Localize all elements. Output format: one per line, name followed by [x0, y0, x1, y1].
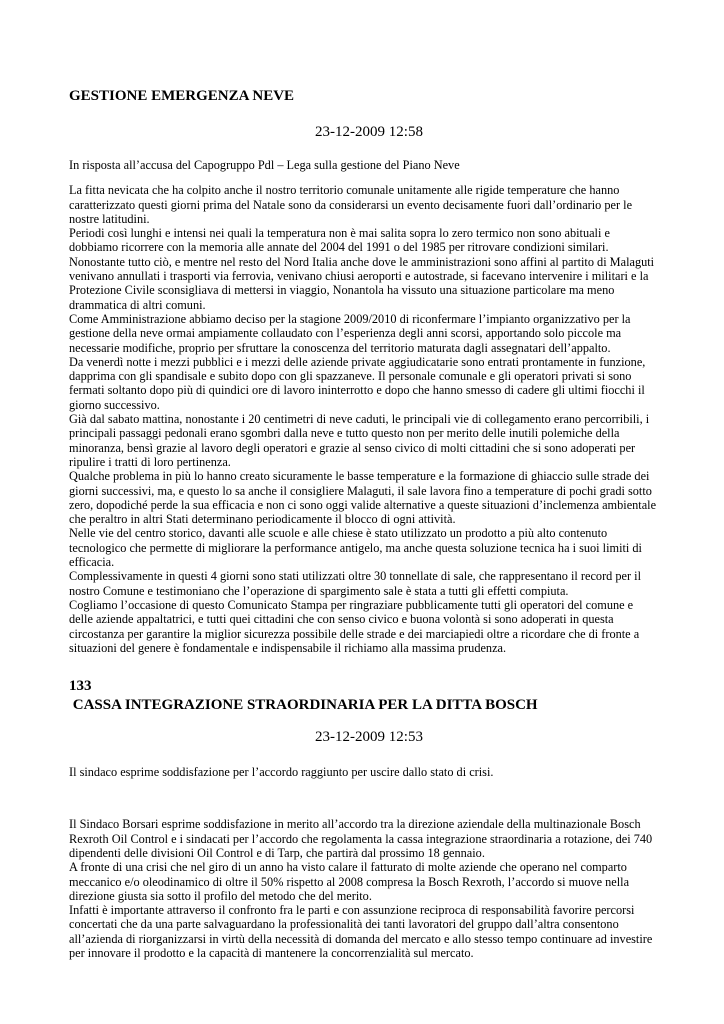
article-date: 23-12-2009 12:58 — [315, 124, 423, 140]
article-snow-emergency — [69, 87, 659, 655]
paragraph: Già dal sabato mattina, nonostante i 20 centimetri di neve caduti, le principali vie di collegamento erano percorribili, i principali passaggi pedonali erano sgombri dalla neve e tutto questo non per merito delle inutili polemiche della minoranza, bensì grazie al lavoro degli operatori e grazie al senso civico di molti cittadini che si sono adoperati per ripulire i tratti di loro pertinenza. — [69, 412, 650, 469]
paragraph: Nonostante tutto ciò, e mentre nel resto del Nord Italia anche dove le amministrazioni sono affini al partito di Malaguti venivano annullati i trasporti via ferrovia, venivano chiusi aeroporti e autostrade, si facevano intervenire i militari e la Protezione Civile sconsigliava di mettersi in viaggio, Nonantola ha vissuto una situazione particolare ma meno drammatica di altri comuni. — [69, 254, 655, 312]
paragraph: A fronte di una crisi che nel giro di un anno ha visto calare il fatturato di molte aziende che operano nel comparto meccanico e/o oleodinamico di oltre il 50% rispetto al 2008 compresa la Bosch Rexroth, l’accordo si muove nella direzione giusta sia sotto il profilo del metodo che del merito. — [69, 860, 630, 903]
paragraph: Qualche problema in più lo hanno creato sicuramente le basse temperature e la formazione di ghiaccio sulle strade dei giorni successivi, ma, e questo lo sa anche il consigliere Malaguti, il sale lavora fino a temperature di pochi gradi sotto zero, dopodiché perde la sua efficacia e non ci sono oggi valide alternative a queste situazioni d’inclemenza ambientale che peraltro in altri Stati determinano periodicamente il blocco di ogni attività. — [69, 469, 657, 527]
article-bosch — [69, 677, 659, 960]
paragraph: Periodi così lunghi e intensi nei quali la temperatura non è mai salita sopra lo zero termico non sono abituali e dobbiamo ricorrere con la memoria alle annate del 2004 del 1991 o del 1985 per ritrovare condizioni similari. — [69, 226, 610, 255]
article-body — [69, 817, 659, 960]
paragraph: Infatti è importante attraverso il confronto fra le parti e con assunzione reciproca di responsabilità favorire percorsi concertati che da una parte salvaguardano la professionalità dei tanti lavoratori del gruppo dall’altra consentono all’azienda di riorganizzarsi in virtù della necessità di domanda del mercato e allo stesso tempo continuare ad investire per innovare il prodotto e la capacità di mantenere la concorrenzialità sul mercato. — [69, 903, 653, 961]
article-title: CASSA INTEGRAZIONE STRAORDINARIA PER LA DITTA BOSCH — [69, 697, 538, 714]
paragraph: Da venerdì notte i mezzi pubblici e i mezzi delle aziende private aggiudicatarie sono entrati prontamente in funzione, dapprima con gli spandisale e subito dopo con gli spazzaneve. Il personale comunale e gli operatori privati si sono fermati soltanto dopo più di quindici ore di lavoro ininterrotto e dopo che hanno smesso di cadere gli ultimi fiocchi il giorno successivo. — [69, 354, 646, 412]
article-number: 133 — [69, 678, 92, 695]
document-page — [69, 0, 659, 960]
paragraph: La fitta nevicata che ha colpito anche il nostro territorio comunale unitamente alle rigide temperature che hanno caratterizzato questi giorni prima del Natale sono da considerarsi un evento decisamente fuori dall’ordinario per le nostre latitudini. — [69, 183, 633, 226]
article-lead: In risposta all’accusa del Capogruppo Pdl – Lega sulla gestione del Piano Neve — [69, 158, 460, 172]
paragraph: Nelle vie del centro storico, davanti alle scuole e alle chiese è stato utilizzato un prodotto a più alto contenuto tecnologico che permette di migliorare la performance antigelo, ma anche questa soluzione tecnica ha i suoi limiti di efficacia. — [69, 526, 642, 570]
paragraph: Complessivamente in questi 4 giorni sono stati utilizzati oltre 30 tonnellate di sale, che rappresentano il record per il nostro Comune e testimoniano che l’operazione di spargimento sale è stata a tutti gli effetti compiuta. — [69, 569, 641, 598]
article-title: GESTIONE EMERGENZA NEVE — [69, 88, 295, 104]
paragraph: Come Amministrazione abbiamo deciso per la stagione 2009/2010 di riconfermare l’impianto organizzativo per la gestione della neve ormai ampiamente collaudato con l’esperienza degli anni scorsi, apportando solo piccole ma necessarie modifiche, proprio per sfruttare la conoscenza del territorio maturata dagli assegnatari dell’appalto. — [69, 311, 631, 355]
article-body — [69, 183, 659, 655]
paragraph: Cogliamo l’occasione di questo Comunicato Stampa per ringraziare pubblicamente tutti gli operatori del comune e delle aziende appaltatrici, e tutti quei cittadini che con senso civico e buona volontà si sono adoperati in questa circostanza per garantire la miglior sicurezza possibile delle strade e dei marciapiedi oltre a ricordare che di fronte a situazioni del genere è fondamentale e indispensabile il richiamo alla massima prudenza. — [69, 597, 640, 655]
article-date: 23-12-2009 12:53 — [315, 729, 423, 746]
paragraph: Il Sindaco Borsari esprime soddisfazione in merito all’accordo tra la direzione aziendale della multinazionale Bosch Rexroth Oil Control e i sindacati per l’accordo che regolamenta la cassa integrazione straordinaria a rotazione, dei 740 dipendenti delle divisioni Oil Control e di Tarp, che partirà dal prossimo 18 gennaio. — [69, 817, 653, 860]
article-lead: Il sindaco esprime soddisfazione per l’accordo raggiunto per uscire dallo stato di crisi. — [69, 765, 494, 780]
